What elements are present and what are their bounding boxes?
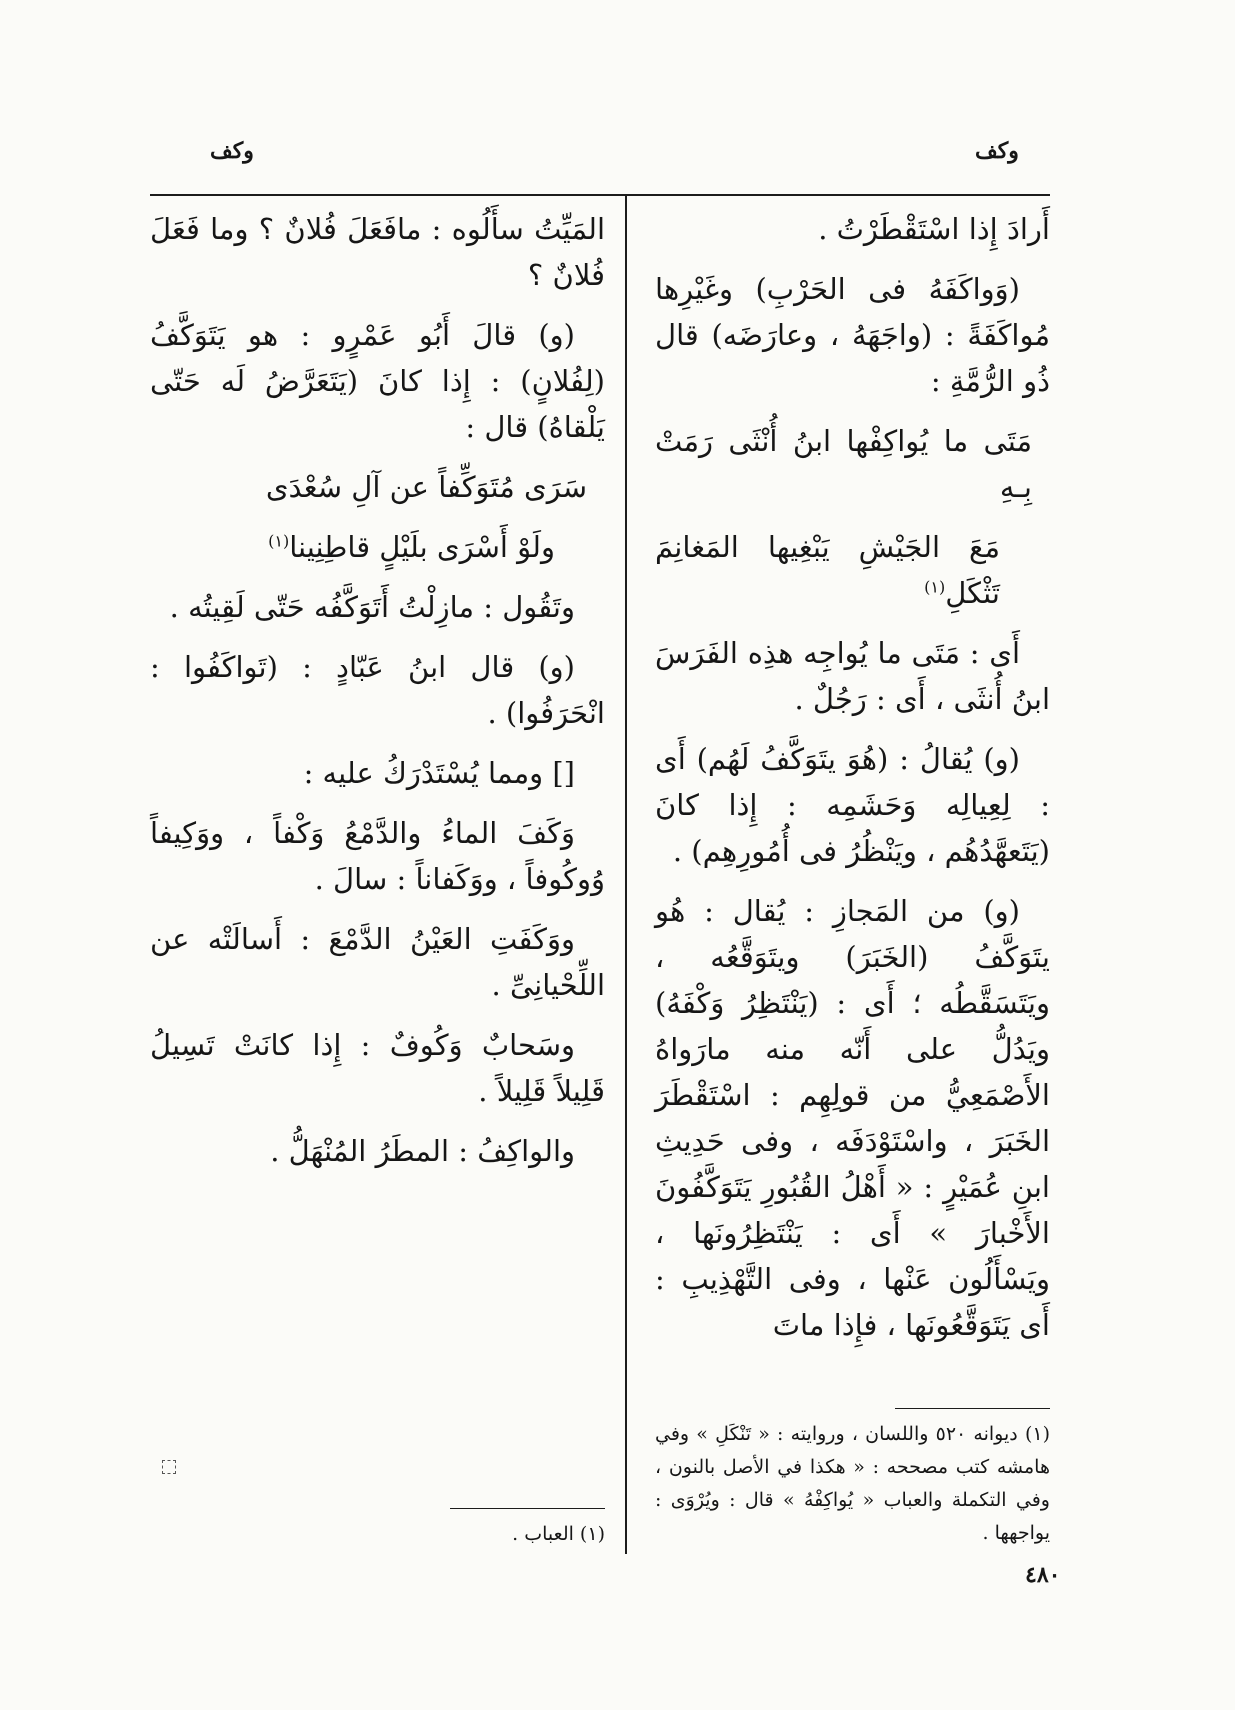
verse-line: [655, 524, 1050, 616]
paragraph: والواكِفُ : المطَرُ المُنْهَلُّ .: [270, 1134, 575, 1168]
right-column: [655, 206, 1050, 1362]
paragraph: (وَواكَفَهُ فى الحَرْبِ) وغَيْرِها مُواكَفَةً : (واجَهَهُ ، وعارَضَه) قال ذُو الرُّمَّةِ :: [655, 272, 1050, 398]
verse-line: مَتَى ما يُواكِفْها ابنُ أُنْثَى رَمَتْ بِـهِ: [655, 424, 1032, 504]
paragraph: أَى : مَتَى ما يُواجِه هذِه الفَرَسَ ابنُ أُنثَى ، أَى : رَجُلٌ .: [655, 636, 1050, 716]
footnote-right: [655, 1418, 1050, 1550]
footnote-left: [440, 1518, 605, 1551]
column-divider: [625, 196, 627, 1554]
paragraph: (و) قال ابنُ عَبّادٍ : (تَواكَفُوا : انْحَرَفُوا) .: [150, 650, 605, 730]
header-rule: [150, 194, 1050, 196]
verse-text: ولَوْ أَسْرَى بلَيْلٍ قاطِنِينا: [289, 530, 555, 564]
verse-line: [150, 524, 605, 570]
verse-line: سَرَى مُتَوَكِّفاً عن آلِ سُعْدَى: [265, 470, 587, 504]
footnote-text: (١) ديوانه ٥٢٠ واللسان ، وروايته : « تَنْكَلِ » وفي هامشه كتب مصححه : « هكذا في الأصل بالنون ، وفي التكملة والعباب « يُواكِفْهُ » قال : ويُرْوَى : يواجهها .: [655, 1423, 1051, 1544]
footnote-ref: (١): [268, 531, 290, 551]
paragraph: (و) يُقالُ : (هُوَ يتَوَكَّفُ لَهُم) أَى : لِعِيالِه وَحَشَمِه : إِذا كانَ (يَتَعهَّدُهُم ، ويَنْظُرُ فى أُمُورِهِم) .: [655, 742, 1050, 868]
running-head-left: وكف: [210, 138, 254, 164]
paragraph: ووَكَفَتِ العَيْنُ الدَّمْعَ : أَسالَتْه عن اللِّحْيانِىِّ .: [150, 922, 605, 1002]
footnote-ref: (١): [924, 577, 946, 597]
left-column: [150, 206, 605, 1188]
page-number: ٤٨٠: [1025, 1562, 1061, 1588]
paragraph: (و) من المَجازِ : يُقال : هُو يتَوَكَّفُ (الخَبَرَ) ويتَوَقَّعُه ، ويَتَسَقَّطُه ؛ أَى : (يَنْتَظِرُ وَكْفَهُ) ويَدُلُّ على أَنّه منه مارَواهُ الأَصْمَعِيُّ من قولِهِم : اسْتَقْطَرَ الخَبَرَ ، واسْتَوْدَفَه ، وفى حَدِيثِ ابنِ عُمَيْرٍ : « أَهْلُ القُبُورِ يَتَوَكَّفُونَ الأَخْبارَ » أَى : يَنْتَظِرُونَها ، ويَسْأَلُون عَنْها ، وفى التَّهْذِيبِ : أَى يَتَوَقَّعُونَها ، فإِذا ماتَ: [655, 894, 1050, 1342]
running-head-right: وكف: [975, 138, 1019, 164]
paragraph: المَيِّتُ سأَلُوه : مافَعَلَ فُلانٌ ؟ وما فَعَلَ فُلانٌ ؟: [150, 212, 605, 292]
footnote-rule-left: [450, 1508, 605, 1509]
footnote-text: (١) العباب .: [512, 1523, 605, 1545]
paragraph: وَكَفَ الماءُ والدَّمْعُ وَكْفاً ، ووَكِيفاً وُوكُوفاً ، ووَكَفاناً : سالَ .: [150, 816, 605, 896]
paragraph: وسَحابٌ وَكُوفٌ : إِذا كانَتْ تَسِيلُ قَلِيلاً قَلِيلاً .: [150, 1028, 605, 1108]
paragraph: [] ومما يُسْتَدْرَكُ عليه :: [303, 756, 575, 790]
paragraph: أَرادَ إِذا اسْتَقْطَرْتُ .: [818, 212, 1050, 246]
verse-text: مَعَ الجَيْشِ يَبْغِيها المَغانِمَ تَثْكَلِ: [655, 530, 1000, 610]
paragraph: (و) قالَ أَبُو عَمْرٍو : هو يَتَوَكَّفُ (لِفُلانٍ) : إِذا كانَ (يَتَعَرَّضُ لَه حَتّى يَلْقاهُ) قال :: [150, 318, 605, 444]
footnote-rule-right: [895, 1408, 1050, 1409]
paragraph: وتَقُول : مازِلْتُ أَتَوَكَّفُه حَتّى لَقِيتُه .: [169, 590, 575, 624]
bracket-marker: [162, 1460, 176, 1474]
